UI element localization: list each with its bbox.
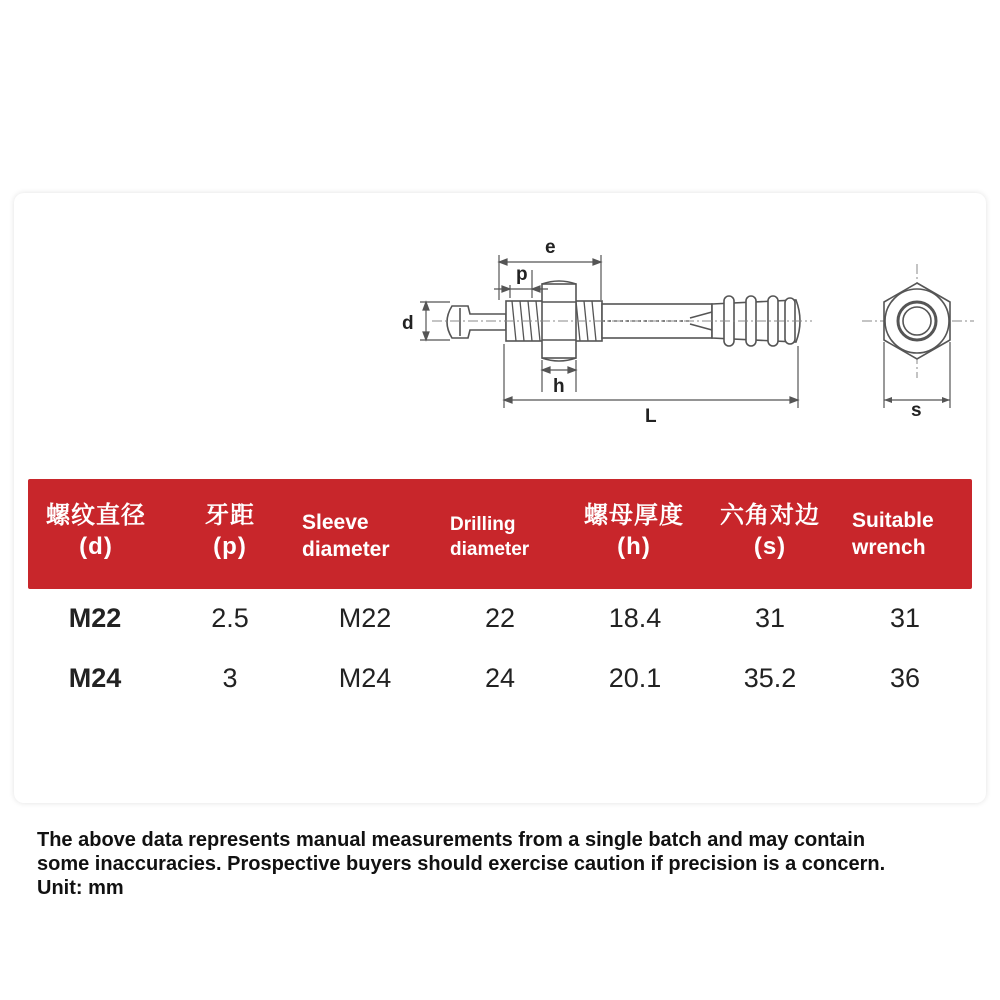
- header-drilling-diameter: Drilling diameter: [450, 514, 530, 560]
- table-cell: 20.1: [608, 663, 662, 693]
- header-pitch: 牙距 (p): [205, 502, 255, 561]
- label-e: e: [545, 237, 556, 258]
- anchor-bolt-diagram: [0, 0, 1000, 480]
- header-nut-thickness: 螺母厚度 (h): [584, 502, 684, 561]
- table-cell: 36: [889, 663, 921, 693]
- table-cell: M24: [338, 663, 392, 693]
- table-cell: M22: [338, 603, 392, 633]
- table-cell: M22: [68, 603, 122, 633]
- table-cell: M24: [68, 663, 122, 693]
- note-line: some inaccuracies. Prospective buyers should exercise caution if precision is a concern.: [37, 853, 886, 875]
- header-thread-diameter: 螺纹直径 (d): [46, 502, 146, 561]
- label-L: L: [645, 406, 657, 427]
- note-line: The above data represents manual measurements from a single batch and may contain: [37, 829, 866, 851]
- table-cell: 35.2: [743, 663, 797, 693]
- label-d: d: [402, 313, 414, 334]
- table-cell: 2.5: [211, 603, 249, 633]
- table-cell: 22: [484, 603, 516, 633]
- table-cell: 3: [222, 663, 238, 693]
- label-p: p: [516, 264, 528, 285]
- header-hex-across-flats: 六角对边 (s): [720, 502, 820, 561]
- table-cell: 24: [484, 663, 516, 693]
- header-sleeve-diameter: Sleeve diameter: [302, 511, 390, 562]
- label-s: s: [911, 400, 922, 421]
- disclaimer-note: [37, 828, 987, 900]
- table-cell: 31: [754, 603, 786, 633]
- note-unit: Unit: mm: [37, 877, 124, 899]
- header-suitable-wrench: Suitable wrench: [852, 509, 934, 560]
- table-cell: 18.4: [608, 603, 662, 633]
- table-cell: 31: [889, 603, 921, 633]
- label-h: h: [553, 376, 565, 397]
